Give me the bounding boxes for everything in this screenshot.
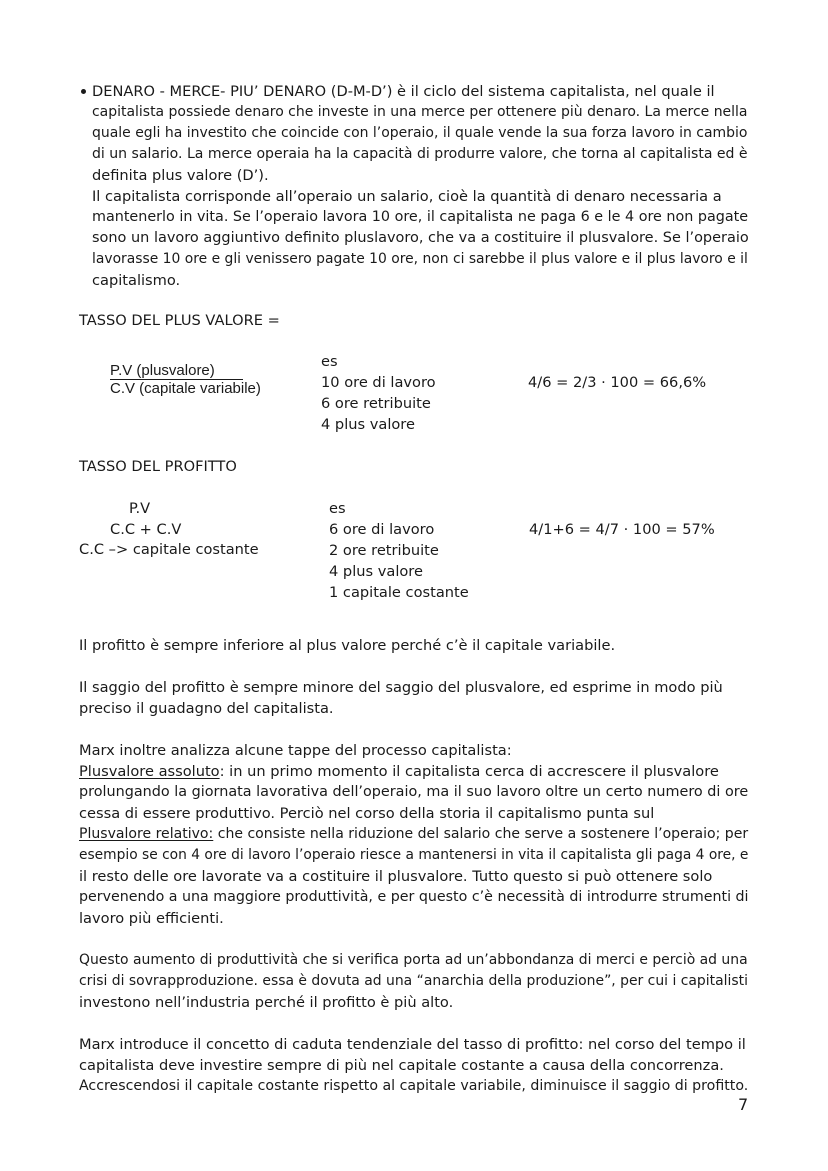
paragraph-line: definita plus valore (D’). [92, 167, 269, 184]
paragraph-line: capitalista deve investire sempre di più nel capitale costante a causa della concorrenza. [79, 1057, 724, 1074]
paragraph-line: capitalista possiede denaro che investe in una merce per ottenere più denaro. La merce nella [92, 104, 748, 120]
paragraph-line: Accrescendosi il capitale costante rispetto al capitale variabile, diminuisce il saggio di profitto. [79, 1078, 749, 1094]
paragraph-line: esempio se con 4 ore di lavoro l’operaio riesce a mantenersi in vita il capitalista gli paga 4 ore, e [79, 847, 749, 863]
plusvalore-heading: TASSO DEL PLUS VALORE = [79, 312, 280, 329]
absolute-line [79, 761, 719, 782]
paragraph-line: sono un lavoro aggiuntivo definito pluslavoro, che va a costituire il plusvalore. Se l’operaio [92, 230, 749, 246]
profit-heading: TASSO DEL PROFITTO [79, 458, 237, 475]
profit-result: 4/1+6 = 4/7 · 100 = 57% [529, 521, 715, 538]
paragraph-line: lavoro più efficienti. [79, 910, 224, 927]
paragraph-line: investono nell’industria perché il profitto è più alto. [79, 994, 454, 1011]
page-number: 7 [738, 1095, 749, 1114]
paragraph-line: preciso il guadagno del capitalista. [79, 700, 334, 717]
plusvalore-denominator: C.V (capitale variabile) [110, 380, 261, 397]
paragraph-line: Marx introduce il concetto di caduta tendenziale del tasso di profitto: nel corso del tempo il [79, 1036, 746, 1053]
paragraph-line: Il capitalista corrisponde all’operaio un salario, cioè la quantità di denaro necessaria a [92, 188, 722, 205]
paragraph-line: mantenerlo in vita. Se l’operaio lavora 10 ore, il capitalista ne paga 6 e le 4 ore non pagate [92, 209, 749, 225]
example-line: es [329, 500, 346, 517]
example-line: 6 ore di lavoro [329, 521, 435, 538]
absolute-label: Plusvalore assoluto [79, 763, 220, 780]
example-line: 4 plus valore [329, 563, 423, 580]
paragraph-line: di un salario. La merce operaia ha la capacità di produrre valore, che torna al capitalista ed è [92, 146, 748, 162]
example-line: es [321, 353, 338, 370]
relative-line [79, 824, 748, 845]
bullet-dot [81, 89, 86, 94]
paragraph-line: lavorasse 10 ore e gli venissero pagate 10 ore, non ci sarebbe il plus valore e il plus lavoro e il [92, 251, 748, 267]
example-line: 2 ore retribuite [329, 542, 439, 559]
absolute-text: : in un primo momento il capitalista cerca di accrescere il plusvalore [219, 763, 719, 780]
paragraph-line: cessa di essere produttivo. Perciò nel corso della storia il capitalismo punta sul [79, 805, 655, 822]
plusvalore-result: 4/6 = 2/3 · 100 = 66,6% [528, 374, 707, 391]
paragraph-line: capitalismo. [92, 272, 181, 289]
profit-numerator: P.V [129, 500, 151, 517]
phases-intro: Marx inoltre analizza alcune tappe del processo capitalista: [79, 742, 512, 759]
plusvalore-numerator: P.V (plusvalore) [110, 362, 215, 379]
paragraph-line: prolungando la giornata lavorativa dell’operaio, ma il suo lavoro oltre un certo numero di ore [79, 784, 749, 800]
profit-legend: C.C –> capitale costante [79, 541, 259, 558]
profit-denominator: C.C + C.V [110, 521, 182, 538]
paragraph-line: il resto delle ore lavorate va a costituire il plusvalore. Tutto questo si può ottenere solo [79, 868, 713, 885]
paragraph-line: DENARO - MERCE- PIU’ DENARO (D-M-D’) è il ciclo del sistema capitalista, nel quale il [92, 83, 715, 100]
paragraph-line: quale egli ha investito che coincide con l’operaio, il quale vende la sua forza lavoro in cambio [92, 125, 748, 141]
example-line: 6 ore retribuite [321, 395, 431, 412]
example-line: 4 plus valore [321, 416, 415, 433]
paragraph-line: crisi di sovrapproduzione. essa è dovuta ad una “anarchia della produzione”, per cui i capitalisti [79, 973, 748, 989]
relative-label: Plusvalore relativo: [79, 826, 214, 842]
paragraph-line: pervenendo a una maggiore produttività, e per questo c’è necessità di introdurre strumenti di [79, 889, 749, 905]
example-line: 10 ore di lavoro [321, 374, 436, 391]
paragraph-line: Il saggio del profitto è sempre minore del saggio del plusvalore, ed esprime in modo più [79, 679, 723, 696]
paragraph-line: Questo aumento di produttività che si verifica porta ad un’abbondanza di merci e perciò ad una [79, 952, 748, 968]
relative-text: che consiste nella riduzione del salario che serve a sostenere l’operaio; per [213, 826, 749, 842]
example-line: 1 capitale costante [329, 584, 469, 601]
paragraph-profit: Il profitto è sempre inferiore al plus valore perché c’è il capitale variabile. [79, 637, 616, 654]
